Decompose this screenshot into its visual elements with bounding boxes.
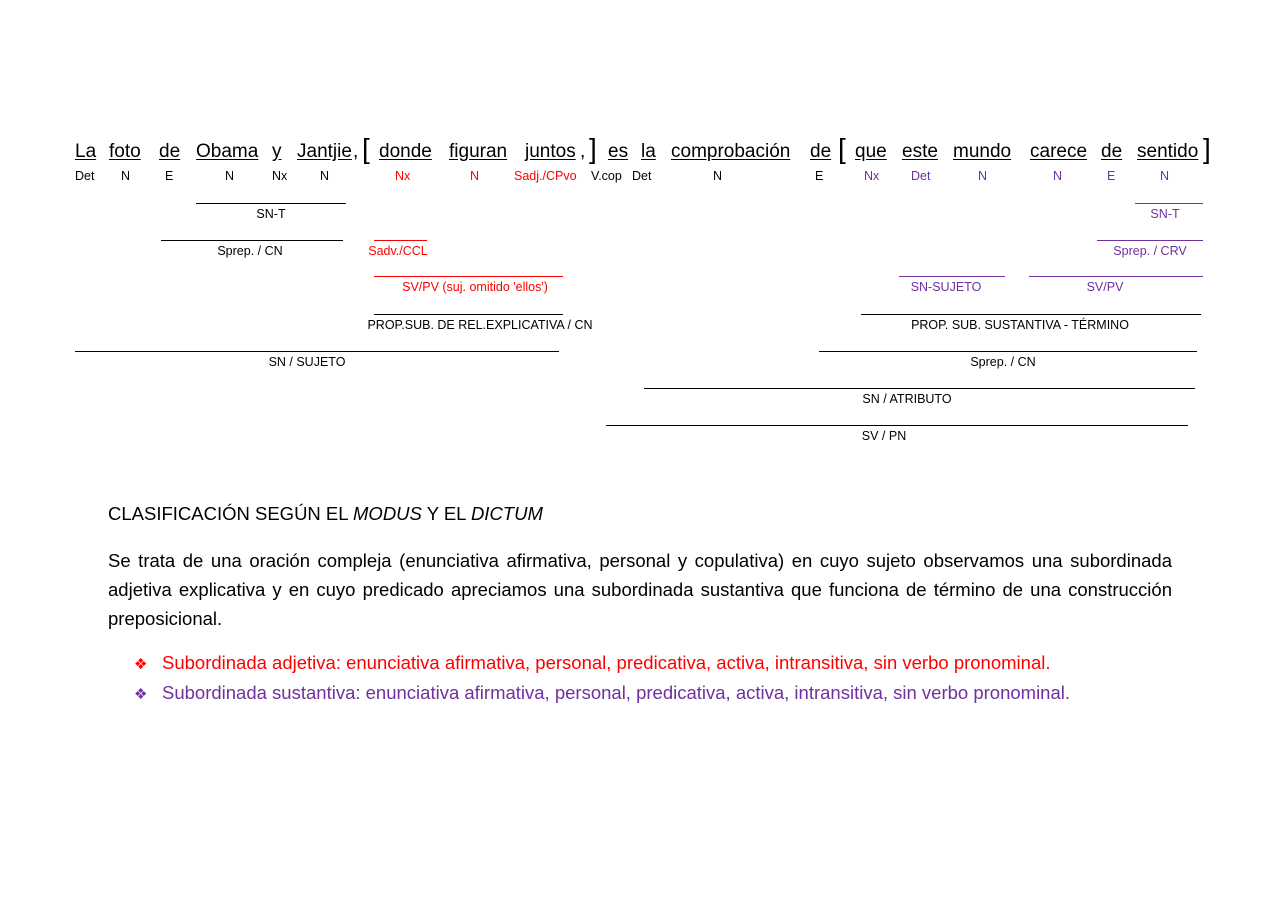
tag-e: E: [815, 169, 824, 183]
bullet-adjetiva: [134, 651, 1050, 677]
word-y: y: [272, 141, 282, 162]
bracket-open-1: [: [362, 133, 370, 164]
label-sprep-cn-2: Sprep. / CN: [970, 355, 1036, 369]
word-de-2: de: [810, 141, 832, 162]
line-sv-pv: [374, 276, 563, 277]
bracket-close-2: ]: [1203, 133, 1211, 164]
bullet-sustantiva-text: Subordinada sustantiva: enunciativa afirmativa, personal, predicativa, activa, intransitiva, sin verbo pronominal.: [162, 682, 1071, 703]
heading-prefix: CLASIFICACIÓN SEGÚN EL: [108, 503, 354, 524]
word-figuran: figuran: [449, 141, 508, 162]
line-sn-sujeto-2: [899, 276, 1005, 277]
tag-n: N: [470, 169, 480, 183]
label-sprep-cn: Sprep. / CN: [217, 244, 283, 258]
line-prop-sub-rel: [374, 314, 563, 315]
line-sn-t-2: [1135, 203, 1203, 204]
diamond-bullet-icon: ❖: [134, 656, 148, 673]
word-de: de: [159, 141, 181, 162]
label-sprep-crv: Sprep. / CRV: [1113, 244, 1187, 258]
line-sprep-crv: [1097, 240, 1203, 241]
tag-n: N: [713, 169, 723, 183]
line-sprep-cn: [161, 240, 343, 241]
line-prop-sub-sust: [861, 314, 1201, 315]
heading-modus: MODUS: [353, 503, 422, 524]
word-que: que: [855, 141, 887, 162]
word-este: este: [902, 141, 938, 162]
word-carece: carece: [1030, 141, 1088, 162]
word-de-3: de: [1101, 141, 1123, 162]
label-sn-atributo: SN / ATRIBUTO: [862, 392, 952, 406]
line-sn-atributo: [644, 388, 1195, 389]
heading-middle: Y EL: [421, 503, 471, 524]
analysis-paragraph: Se trata de una oración compleja (enunciativa afirmativa, personal y copulativa) en cuyo sujeto observamos una subordinada adjetiva explicativa y en cuyo predicado apreciamos una subordinada sustantiva que funciona de término de una construcción preposicional.: [108, 550, 1172, 629]
bullet-adjetiva-text: Subordinada adjetiva: enunciativa afirmativa, personal, predicativa, activa, intransitiva, sin verbo pronominal.: [162, 652, 1051, 673]
comma-2: ,: [580, 141, 586, 162]
label-sn-sujeto-2: SN-SUJETO: [910, 280, 982, 294]
word-foto: foto: [109, 141, 141, 162]
word-obama: Obama: [196, 141, 259, 162]
word-juntos: juntos: [525, 141, 576, 162]
label-sn-t: SN-T: [256, 207, 286, 221]
label-sv-pv-2: SV/PV: [1086, 280, 1124, 294]
word-sentido: sentido: [1137, 141, 1199, 162]
tag-n: N: [121, 169, 131, 183]
tag-n: N: [320, 169, 330, 183]
line-sn-sujeto: [75, 351, 559, 352]
word-mundo: mundo: [953, 141, 1012, 162]
bracket-open-2: [: [838, 133, 846, 164]
word-la-2: la: [641, 141, 656, 162]
tag-n: N: [225, 169, 235, 183]
line-sv-pv-2: [1029, 276, 1203, 277]
label-prop-sub-rel: PROP.SUB. DE REL.EXPLICATIVA / CN: [367, 318, 593, 332]
tag-n: N: [1053, 169, 1063, 183]
word-jantjie: Jantjie: [297, 141, 352, 162]
line-sn-t: [196, 203, 346, 204]
tag-e: E: [1107, 169, 1116, 183]
line-sadv-ccl: [374, 240, 427, 241]
diamond-bullet-icon: ❖: [134, 686, 148, 703]
tag-vcop: V.cop: [591, 169, 622, 183]
classification-heading: [108, 502, 543, 526]
word-la: La: [75, 141, 97, 162]
line-sv-pn: [606, 425, 1188, 426]
tag-n: N: [1160, 169, 1170, 183]
bracket-close-1: ]: [589, 133, 597, 164]
label-sv-pn: SV / PN: [861, 429, 907, 443]
tag-nx: Nx: [395, 169, 411, 183]
word-es: es: [608, 141, 629, 162]
label-prop-sub-sust: PROP. SUB. SUSTANTIVA - TÉRMINO: [911, 318, 1129, 332]
bullet-sustantiva: [134, 681, 1070, 707]
tag-nx: Nx: [272, 169, 288, 183]
tag-det: Det: [632, 169, 652, 183]
tag-e: E: [165, 169, 174, 183]
label-sadv-ccl: Sadv./CCL: [368, 244, 428, 258]
label-sv-pv: SV/PV (suj. omitido 'ellos'): [402, 280, 548, 294]
tag-sadj-cpvo: Sadj./CPvo: [514, 169, 577, 183]
tag-nx: Nx: [864, 169, 880, 183]
comma-1: ,: [353, 141, 359, 162]
tag-n: N: [978, 169, 988, 183]
line-sprep-cn-2: [819, 351, 1197, 352]
word-comprobacion: comprobación: [671, 141, 791, 162]
tag-det: Det: [911, 169, 931, 183]
label-sn-t-2: SN-T: [1150, 207, 1180, 221]
label-sn-sujeto: SN / SUJETO: [268, 355, 346, 369]
word-donde: donde: [379, 141, 432, 162]
heading-dictum: DICTUM: [470, 503, 543, 524]
tag-det: Det: [75, 169, 95, 183]
